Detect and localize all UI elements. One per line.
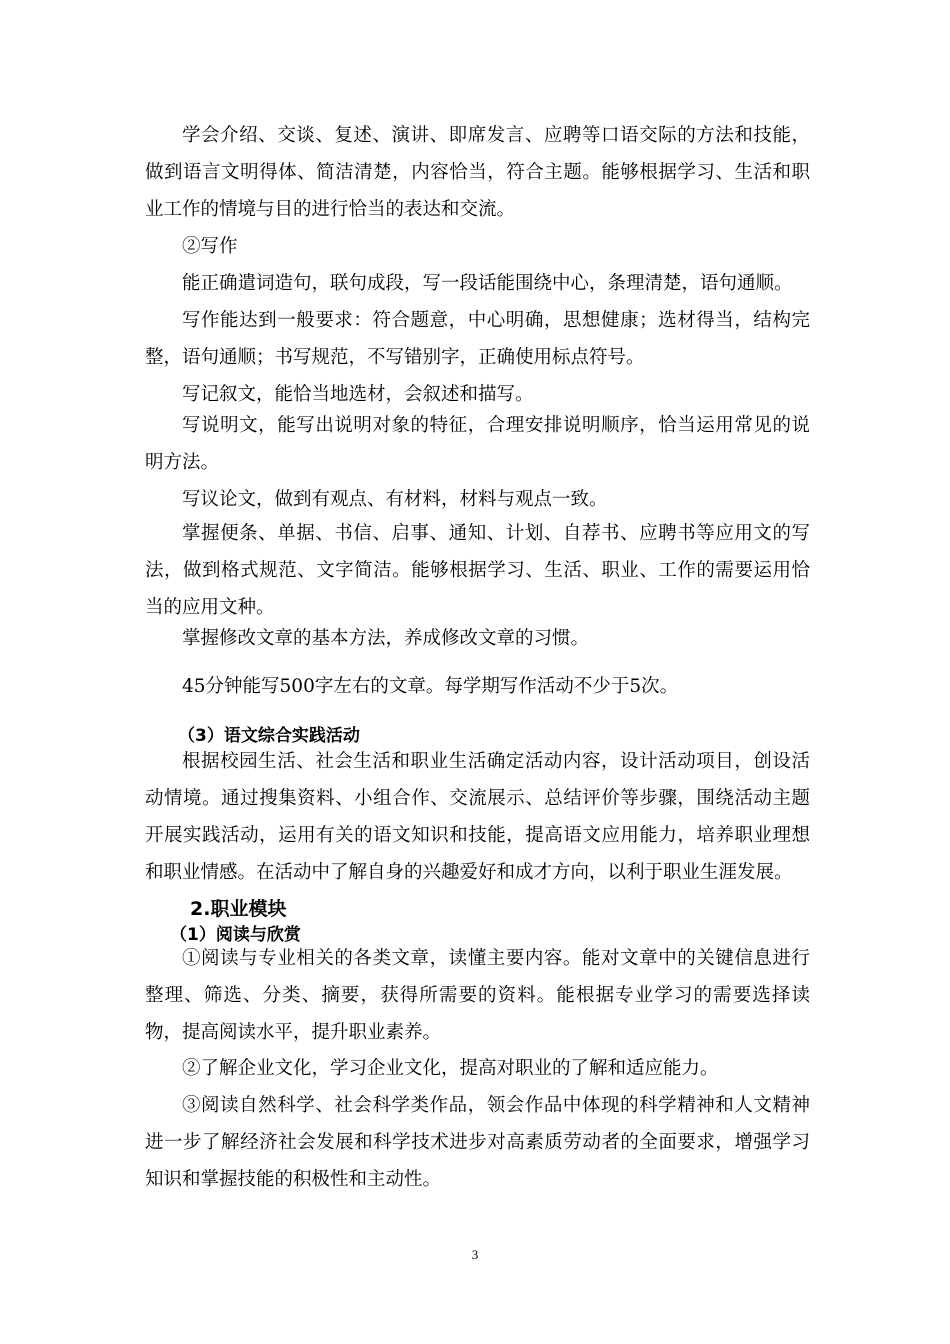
section-heading-practice: （3）语文综合实践活动 [178, 726, 360, 746]
paragraph-argumentative: 写议论文，做到有观点、有材料，材料与观点一致。 [182, 489, 608, 510]
paragraph-sentence-building: 能正确遣词造句，联句成段，写一段话能围绕中心，条理清楚，语句通顺。 [182, 273, 793, 294]
paragraph-writing-requirements: 写作能达到一般要求：符合题意，中心明确，思想健康；选材得当，结构完整，语句通顺；书写规范，不写错别字，正确使用标点符号。 [145, 310, 810, 368]
paragraph-science-reading: ③阅读自然科学、社会科学类作品，领会作品中体现的科学精神和人文精神进一步了解经济社会发展和科学技术进步对高素质劳动者的全面要求，增强学习知识和掌握技能的积极性和主动性。 [145, 1095, 810, 1190]
paragraph-revision: 掌握修改文章的基本方法，养成修改文章的习惯。 [182, 628, 590, 649]
page-number: 3 [471, 1247, 479, 1262]
section-heading-reading: （1）阅读与欣赏 [170, 925, 301, 945]
paragraph-expository: 写说明文，能写出说明对象的特征，合理安排说明顺序，恰当运用常见的说明方法。 [145, 415, 810, 473]
section-heading-vocational: 2.职业模块 [190, 898, 287, 920]
paragraph-professional-reading: ①阅读与专业相关的各类文章，读懂主要内容。能对文章中的关键信息进行整理、筛选、分类、摘要，获得所需要的资料。能根据专业学习的需要选择读物，提高阅读水平，提升职业素养。 [145, 948, 810, 1043]
paragraph-writing-speed: 45分钟能写500字左右的文章。每学期写作活动不少于5次。 [182, 676, 679, 697]
paragraph-enterprise-culture: ②了解企业文化，学习企业文化，提高对职业的了解和适应能力。 [182, 1058, 719, 1079]
paragraph-practical-writing: 掌握便条、单据、书信、启事、通知、计划、自荐书、应聘书等应用文的写法，做到格式规范、文字简洁。能够根据学习、生活、职业、工作的需要运用恰当的应用文种。 [145, 523, 810, 618]
paragraph-narrative: 写记叙文，能恰当地选材，会叙述和描写。 [182, 384, 534, 405]
paragraph-practice-activities: 根据校园生活、社会生活和职业生活确定活动内容，设计活动项目，创设活动情境。通过搜集资料、小组合作、交流展示、总结评价等步骤，围绕活动主题开展实践活动，运用有关的语文知识和技能，提高语文应用能力，培养职业理想和职业情感。在活动中了解自身的兴趣爱好和成才方向，以利于职业生涯发展。 [145, 751, 810, 883]
paragraph-oral-communication: 学会介绍、交谈、复述、演讲、即席发言、应聘等口语交际的方法和技能，做到语言文明得体、简洁清楚，内容恰当，符合主题。能够根据学习、生活和职业工作的情境与目的进行恰当的表达和交流。 [145, 125, 810, 220]
subheading-writing: ②写作 [182, 236, 238, 257]
